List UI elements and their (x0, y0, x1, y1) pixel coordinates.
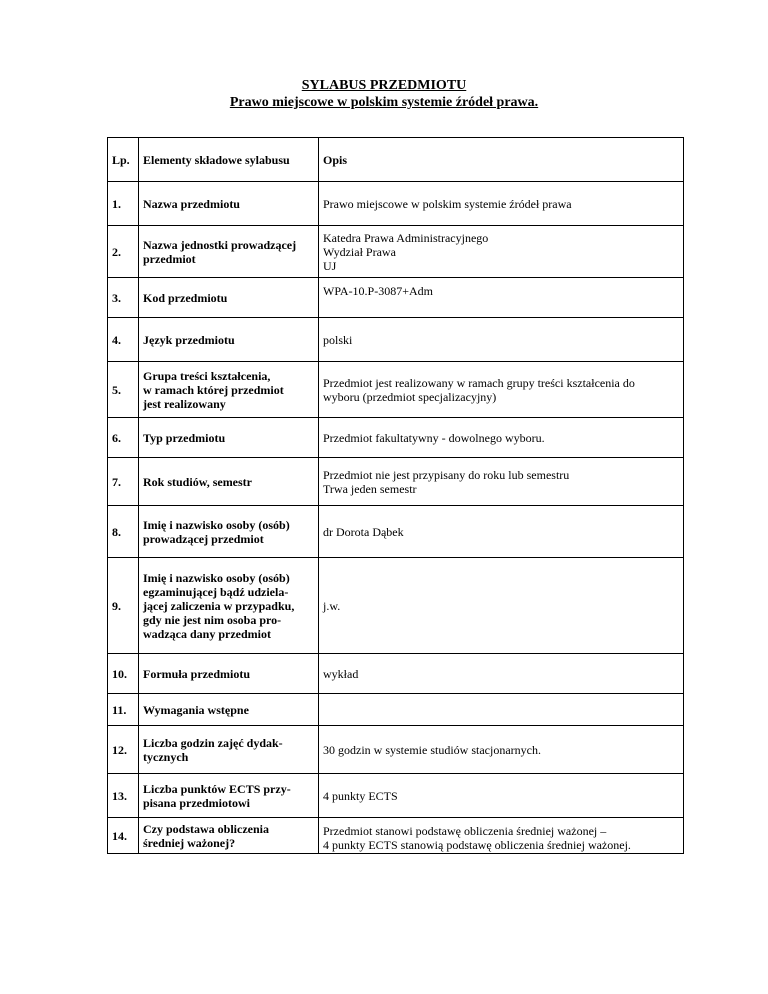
element-name-line: jącej zaliczenia w przypadku, (143, 598, 295, 613)
element-name-line: Rok studiów, semestr (143, 474, 253, 489)
element-name-line: Kod przedmiotu (143, 290, 228, 305)
element-name-line: przedmiot (143, 251, 196, 266)
description-cell (319, 654, 684, 694)
element-name-line: Nazwa przedmiotu (143, 196, 240, 211)
description-line: 4 punkty ECTS stanowią podstawę obliczenia średniej ważonej. (323, 838, 631, 852)
element-name-line: Liczba punktów ECTS przy- (143, 781, 291, 796)
element-name-line: prowadzącej przedmiot (143, 531, 264, 546)
element-name-cell (139, 818, 319, 854)
element-name-line: średniej ważonej? (143, 835, 236, 850)
table-row (108, 694, 684, 726)
table-row (108, 226, 684, 278)
element-name-cell (139, 458, 319, 506)
row-number: 13. (108, 774, 139, 818)
description-cell (319, 774, 684, 818)
row-number: 9. (108, 558, 139, 654)
description-cell (319, 318, 684, 362)
row-number: 11. (108, 694, 139, 726)
description-cell (319, 694, 684, 726)
table-row (108, 726, 684, 774)
element-name-line: Nazwa jednostki prowadzącej (143, 237, 297, 252)
table-header-row (108, 138, 684, 182)
description-line: Wydział Prawa (323, 244, 396, 259)
element-name-line: wadząca dany przedmiot (143, 626, 271, 641)
table-row (108, 558, 684, 654)
element-name-line: tycznych (143, 749, 189, 764)
element-name-cell (139, 774, 319, 818)
row-number: 7. (108, 458, 139, 506)
element-name-cell (139, 362, 319, 418)
row-number: 5. (108, 362, 139, 418)
element-name-cell (139, 506, 319, 558)
element-name-line: Wymagania wstępne (143, 702, 249, 717)
table-row (108, 774, 684, 818)
row-number: 3. (108, 278, 139, 318)
table-row (108, 318, 684, 362)
table-row (108, 458, 684, 506)
element-name-cell (139, 694, 319, 726)
table-row (108, 818, 684, 854)
element-name-cell (139, 318, 319, 362)
row-number: 2. (108, 226, 139, 278)
description-cell (319, 418, 684, 458)
element-name-cell (139, 418, 319, 458)
description-line: polski (323, 332, 353, 347)
description-cell (319, 182, 684, 226)
document-subtitle: Prawo miejscowe w polskim systemie źródeł prawa. (229, 95, 539, 110)
row-number: 1. (108, 182, 139, 226)
description-cell (319, 506, 684, 558)
column-header-lp: Lp. (108, 138, 139, 182)
document-title: SYLABUS PRZEDMIOTU (301, 78, 467, 93)
element-name-line: Typ przedmiotu (143, 430, 226, 445)
description-line: Przedmiot jest realizowany w ramach grupy treści kształcenia do (323, 375, 635, 390)
element-name-cell (139, 726, 319, 774)
row-number: 14. (108, 818, 139, 854)
element-name-line: gdy nie jest nim osoba pro- (143, 612, 282, 627)
element-name-cell (139, 558, 319, 654)
description-line: Katedra Prawa Administracyjnego (323, 230, 489, 245)
row-number: 6. (108, 418, 139, 458)
element-name-cell (139, 226, 319, 278)
description-line: Przedmiot fakultatywny - dowolnego wyboru. (323, 430, 545, 445)
element-name-cell (139, 278, 319, 318)
table-row (108, 418, 684, 458)
table-row (108, 362, 684, 418)
description-line: Przedmiot stanowi podstawę obliczenia średniej ważonej – (323, 824, 607, 838)
element-name-cell (139, 182, 319, 226)
element-name-line: Liczba godzin zajęć dydak- (143, 735, 283, 750)
description-line: Prawo miejscowe w polskim systemie źródeł prawa (323, 196, 572, 211)
description-line: Przedmiot nie jest przypisany do roku lub semestru (323, 467, 570, 482)
element-name-line: jest realizowany (143, 396, 226, 411)
table-row (108, 278, 684, 318)
element-name-line: egzaminującej bądź udziela- (143, 584, 289, 599)
row-number: 8. (108, 506, 139, 558)
row-number: 12. (108, 726, 139, 774)
description-cell (319, 558, 684, 654)
description-line: dr Dorota Dąbek (323, 524, 404, 539)
description-cell (319, 818, 684, 854)
row-number: 4. (108, 318, 139, 362)
description-cell (319, 278, 684, 318)
element-name-line: w ramach której przedmiot (143, 382, 284, 397)
row-number: 10. (108, 654, 139, 694)
description-cell (319, 726, 684, 774)
element-name-line: Czy podstawa obliczenia (143, 821, 269, 836)
element-name-line: Język przedmiotu (143, 332, 235, 347)
description-line: 4 punkty ECTS (323, 788, 398, 803)
description-line: j.w. (323, 598, 341, 613)
description-line: Trwa jeden semestr (323, 481, 417, 496)
table-row (108, 182, 684, 226)
table-row (108, 654, 684, 694)
description-line: wyboru (przedmiot specjalizacyjny) (323, 389, 497, 404)
description-line: wykład (323, 666, 359, 681)
syllabus-table (107, 137, 684, 854)
description-line: WPA-10.P-3087+Adm (323, 284, 433, 298)
description-line: 30 godzin w systemie studiów stacjonarnych. (323, 742, 541, 757)
description-cell (319, 458, 684, 506)
element-name-line: Grupa treści kształcenia, (143, 368, 271, 383)
element-name-line: pisana przedmiotowi (143, 795, 251, 810)
table-row (108, 506, 684, 558)
column-header-elements: Elementy składowe sylabusu (139, 138, 319, 182)
element-name-line: Imię i nazwisko osoby (osób) (143, 570, 290, 585)
description-cell (319, 362, 684, 418)
element-name-line: Formuła przedmiotu (143, 666, 250, 681)
element-name-cell (139, 654, 319, 694)
description-cell (319, 226, 684, 278)
column-header-description: Opis (319, 138, 684, 182)
description-line: UJ (323, 258, 337, 273)
element-name-line: Imię i nazwisko osoby (osób) (143, 517, 290, 532)
